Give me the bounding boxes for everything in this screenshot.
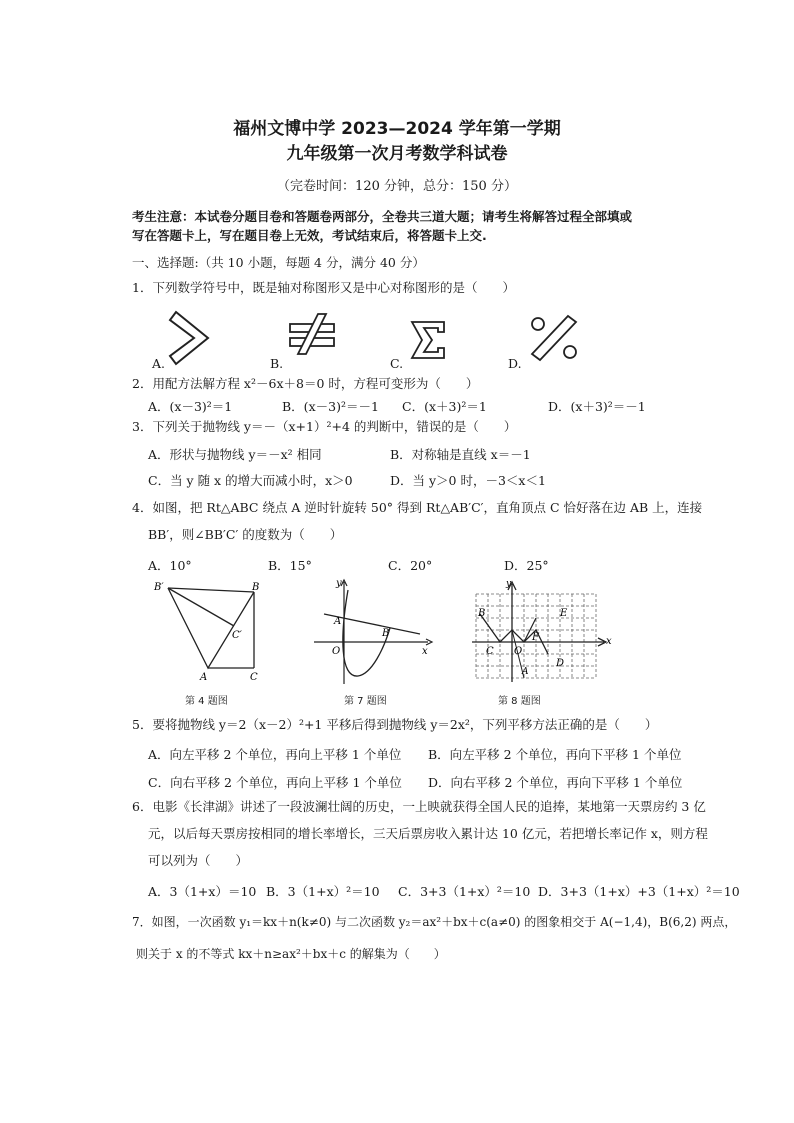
figure-8-caption: 第 8 题图 [498,696,541,707]
q1-stem: 1．下列数学符号中，既是轴对称图形又是中心对称图形的是（ ） [132,280,515,295]
q6-stem-line2: 元，以后每天票房按相同的增长率增长，三天后票房收入累计达 10 亿元，若把增长率记作 x，则方程 [148,826,708,841]
not-equal-symbol-figure [286,312,338,356]
exam-title-line1: 福州文博中学 2023—2024 学年第一学期 [233,119,561,139]
q1-option-b: B. [270,356,284,371]
fig7-label-o: O [332,646,341,657]
fig4-label-b-prime: B′ [154,582,164,593]
fig7-label-y: y [336,578,342,589]
fig4-label-c-prime: C′ [232,630,242,641]
q5-stem: 5．要将抛物线 y＝2（x－2）²+1 平移后得到抛物线 y＝2x²，下列平移方法正确的是（ ） [132,717,658,732]
q5-option-b: B．向左平移 2 个单位，再向下平移 1 个单位 [428,747,682,762]
greater-than-symbol-figure [168,308,214,368]
fig8-label-f: F [532,632,539,643]
q7-stem-line1: 7．如图，一次函数 y₁＝kx＋n(k≠0) 与二次函数 y₂＝ax²＋bx＋c(a≠0) 的图象相交于 A(−1,4)，B(6,2) 两点， [132,915,737,929]
q5-option-a: A．向左平移 2 个单位，再向上平移 1 个单位 [148,747,402,762]
q2-option-a: A．(x－3)²＝1 [148,399,233,414]
figure-7-graph [310,576,436,688]
notice-line2: 写在答题卡上，写在题目卷上无效，考试结束后，将答题卡上交. [132,228,487,243]
figure-7-caption: 第 7 题图 [344,696,387,707]
q5-option-c: C．向右平移 2 个单位，再向上平移 1 个单位 [148,775,402,790]
section-heading: 一、选择题:（共 10 小题，每题 4 分，满分 40 分） [132,255,425,270]
q2-stem: 2．用配方法解方程 x²－6x＋8＝0 时，方程可变形为（ ） [132,376,479,391]
fig8-label-e: E [560,608,568,619]
figure-4-caption: 第 4 题图 [185,696,228,707]
q4-option-b: B．15° [268,558,312,573]
fig8-label-y: y [506,579,512,589]
q2-option-b: B．(x－3)²＝－1 [282,399,379,414]
figure-4-triangles [150,578,270,688]
q2-option-d: D．(x＋3)²＝－1 [548,399,646,414]
q2-option-c: C．(x＋3)²＝1 [402,399,487,414]
fig7-label-x: x [422,646,428,657]
fig8-label-x: x [606,636,612,647]
q7-stem-line2: 则关于 x 的不等式 kx＋n≥ax²＋bx＋c 的解集为（ ） [136,947,446,961]
q6-stem-line1: 6．电影《长津湖》讲述了一段波澜壮阔的历史，一上映就获得全国人民的追捧，某地第一天票房约 3 亿 [132,799,706,814]
figure-8-grid [470,578,618,688]
q4-option-d: D．25° [504,558,549,573]
fig4-label-a: A [200,672,208,683]
q1-option-a: A. [152,356,166,371]
fig4-label-b: B [252,582,260,593]
q3-stem: 3．下列关于抛物线 y＝－（x+1）²+4 的判断中，错误的是（ ） [132,419,517,434]
q3-option-b: B．对称轴是直线 x＝－1 [390,447,531,462]
q3-option-d: D．当 y＞0 时，－3＜x＜1 [390,473,546,488]
q6-stem-line3: 可以列为（ ） [148,853,249,868]
percent-symbol-figure [528,314,580,362]
fig8-label-b: B [478,608,486,619]
q4-stem-line1: 4．如图，把 Rt△ABC 绕点 A 逆时针旋转 50° 得到 Rt△AB′C′，直角顶点 C 恰好落在边 AB 上，连接 [132,500,703,515]
fig8-label-o: O [514,646,523,657]
q1-option-d: D. [508,356,522,371]
q1-option-c: C. [390,356,404,371]
fig8-label-a: A [522,667,529,677]
notice-line1: 考生注意：本试卷分题目卷和答题卷两部分，全卷共三道大题；请考生将解答过程全部填或 [132,209,633,224]
q5-option-d: D．向右平移 2 个单位，再向下平移 1 个单位 [428,775,683,790]
q3-option-a: A．形状与抛物线 y＝－x² 相同 [148,447,322,462]
exam-title-line2: 九年级第一次月考数学科试卷 [286,144,508,164]
q6-option-a: A．3（1+x）＝10 [148,884,257,899]
q6-option-d: D．3+3（1+x）+3（1+x）²＝10 [538,884,740,899]
q3-option-c: C．当 y 随 x 的增大而减小时，x＞0 [148,473,353,488]
fig7-label-a: A [334,616,342,627]
fig4-label-c: C [250,672,258,683]
q6-option-c: C．3+3（1+x）²＝10 [398,884,531,899]
q4-stem-line2: BB′，则∠BB′C′ 的度数为（ ） [148,527,343,542]
q4-option-c: C．20° [388,558,433,573]
q4-option-a: A．10° [148,558,192,573]
sigma-symbol-figure [408,318,450,362]
q6-option-b: B．3（1+x）²＝10 [266,884,380,899]
exam-time-total: （完卷时间：120 分钟，总分：150 分） [277,179,517,194]
fig7-label-b: B [382,628,390,639]
fig8-label-d: D [556,658,565,669]
fig8-label-c: C [486,646,494,657]
